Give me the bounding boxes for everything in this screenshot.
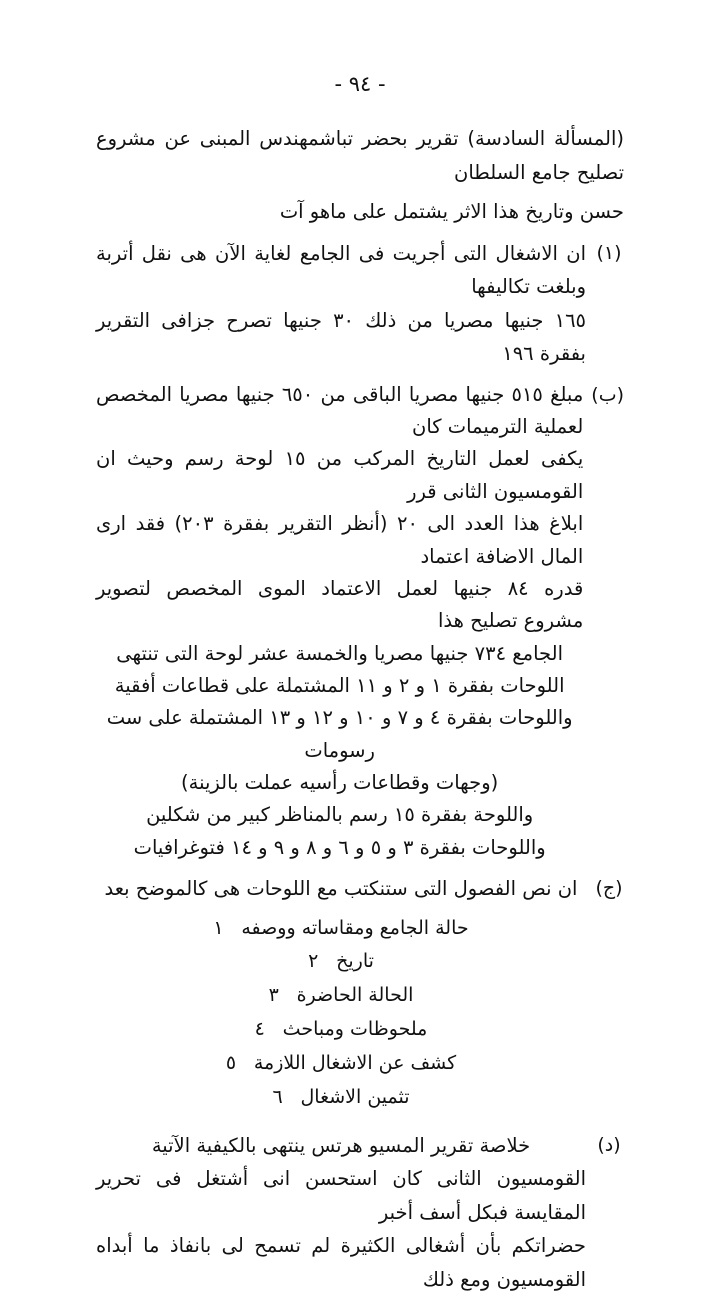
- sub-item-number: ٤: [254, 1018, 265, 1041]
- item-line: حضراتكم بأن أشغالى الكثيرة لم تسمح لى بانفاذ ما أبداه القومسيون ومع ذلك: [96, 1234, 586, 1291]
- list-item: [96, 945, 586, 979]
- item-line: واللوحات بفقرة ٣ و ٥ و ٦ و ٨ و ٩ و ١٤ فتوغرافيات: [133, 835, 546, 859]
- list-item: [96, 1129, 624, 1296]
- item-line: خلاصة تقرير المسيو هرتس ينتهى بالكيفية الآتية: [151, 1133, 531, 1157]
- item-line: قدره ٨٤ جنيها لعمل الاعتماد الموى المخصص لتصوير مشروع تصليح هذا: [96, 576, 584, 633]
- list-item: [96, 872, 624, 1120]
- item-marker: (ج): [595, 877, 623, 900]
- item-body: [96, 1129, 586, 1296]
- intro-line-2: حسن وتاريخ هذا الاثر يشتمل على ماهو آت: [279, 200, 624, 224]
- sub-item-number: ٦: [272, 1085, 283, 1108]
- intro-line-1: (المسألة السادسة) تقرير بحضر تباشمهندس المبنى عن مشروع تصليح جامع السلطان: [96, 127, 624, 184]
- item-body: [96, 872, 586, 1120]
- item-line: واللوحات بفقرة ٤ و ٧ و ١٠ و ١٢ و ١٣ المشتملة على ست رسومات: [106, 706, 573, 762]
- item-line: (وجهات وقطاعات رأسيه عملت بالزينة): [181, 771, 499, 795]
- sub-list: [96, 912, 586, 1115]
- item-line: القومسيون الثانى كان استحسن انى أشتغل فى تحرير المقايسة فبكل أسف أخبر: [96, 1167, 586, 1224]
- list-item: [96, 237, 624, 371]
- sub-item-label: كشف عن الاشغال اللازمة: [253, 1051, 457, 1074]
- list-item: [96, 1081, 586, 1115]
- item-line: ابلاغ هذا العدد الى ٢٠ (أنظر التقرير بفقرة ٢٠٣) فقد ارى المال الاضافة اعتماد: [96, 512, 584, 568]
- item-body: [96, 379, 583, 864]
- item-line: يكفى لعمل التاريخ المركب من ١٥ لوحة رسم وحيث ان القومسيون الثانى قرر: [96, 447, 584, 503]
- item-line: واللوحة بفقرة ١٥ رسم بالمناظر كبير من شكلين: [146, 803, 534, 827]
- item-line: مبلغ ٥١٥ جنيها مصريا الباقى من ٦٥٠ جنيها مصريا المخصص لعملية الترميمات كان: [96, 382, 584, 439]
- item-line: اللوحات بفقرة ١ و ٢ و ١١ المشتملة على قطاعات أفقية: [114, 673, 565, 697]
- sub-item-number: ٢: [308, 950, 319, 973]
- sub-item-label: تاريخ: [336, 950, 374, 973]
- item-line: ان نص الفصول التى ستنكتب مع اللوحات هى كالموضح بعد: [104, 877, 578, 901]
- list-item: [96, 379, 624, 864]
- intro-paragraph: [96, 122, 624, 229]
- item-line: الجامع ٧٣٤ جنيها مصريا والخمسة عشر لوحة التى تنتهى: [116, 641, 563, 665]
- item-line: ان الاشغال التى أجريت فى الجامع لغاية الآن هى نقل أتربة وبلغت تكاليفها: [96, 241, 586, 299]
- list-item: [96, 1013, 586, 1047]
- item-marker: (ب): [591, 383, 624, 406]
- sub-item-label: حالة الجامع ومقاساته ووصفه: [241, 916, 469, 939]
- item-body: [96, 237, 586, 371]
- sub-item-label: ملحوظات ومباحث: [282, 1018, 428, 1041]
- sub-item-number: ٣: [268, 984, 279, 1007]
- item-marker: (١): [596, 241, 622, 264]
- sub-item-label: تثمين الاشغال: [300, 1085, 410, 1108]
- page-number: - ٩٤ -: [334, 72, 386, 96]
- item-line: ١٦٥ جنيها مصريا من ذلك ٣٠ جنيها تصرح جزافى التقرير بفقرة ١٩٦: [96, 308, 587, 366]
- list-item: [96, 1047, 586, 1081]
- list-item: [96, 912, 586, 946]
- item-marker: (د): [597, 1133, 621, 1156]
- list-item: [96, 979, 586, 1013]
- sub-item-label: الحالة الحاضرة: [296, 984, 414, 1007]
- sub-item-number: ١: [213, 916, 224, 939]
- sub-item-number: ٥: [225, 1051, 237, 1074]
